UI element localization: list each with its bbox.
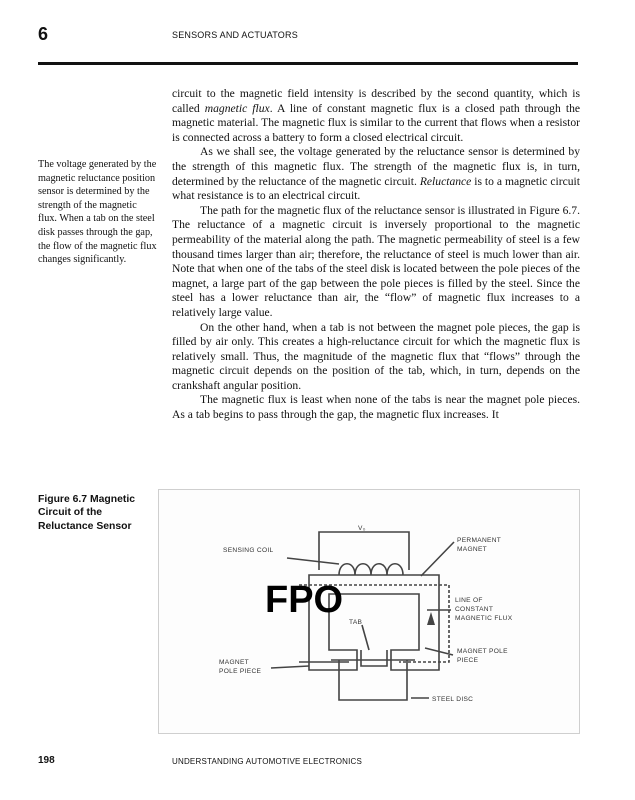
chapter-number: 6 [38, 24, 49, 44]
label-flux-line-1: LINE OF [455, 597, 483, 604]
p1-text-a: circuit to the magnetic field intensity is described by the second quantity, which is called [172, 87, 580, 115]
p2-text-b: is to a magnetic circuit what resistance is to an electrical circuit. [172, 174, 580, 203]
header-rule [38, 62, 578, 65]
paragraph-4: On the other hand, when a tab is not between the magnet pole pieces, the gap is filled by air only. This creates a high-reluctance circuit for which the magnetic flux is relatively small. Thus, the magnitude of the magnetic flux that “flows” through the magnetic circuit depends on the position of the tab, which, in turn, depends on the crankshaft angular position. [172, 320, 580, 392]
label-permanent-magnet-2: MAGNET [457, 546, 488, 553]
sidebar-note: The voltage generated by the magnetic reluctance position sensor is determined by the strength of the magnetic flux. When a tab on the steel disk passes through the gap, the flow of the magnetic flux changes significantly. [38, 159, 157, 266]
label-voltage: V₀ [358, 525, 366, 532]
label-pole-left-2: POLE PIECE [219, 668, 262, 675]
page-number: 198 [38, 755, 55, 766]
reluctance-sensor-diagram [159, 490, 579, 733]
leader-sensing-coil [287, 558, 339, 564]
label-steel-disc: STEEL DISC [432, 696, 474, 703]
flux-direction-arrow-icon [427, 612, 435, 625]
p1-term: magnetic flux [204, 101, 270, 115]
paragraph-2 [172, 145, 580, 203]
paragraph-3: The path for the magnetic flux of the reluctance sensor is illustrated in Figure 6.7. The reluctance of a magnetic circuit is inversely proportional to the magnetic permeability of the material along the path. The magnetic permeability of steel is a few thousand times larger than air; therefore, the reluctance of steel is much lower than air. Note that when one of the tabs of the steel disk is located between the pole pieces of the magnet, a large part of the gap between the pole pieces is filled by the steel. Since the steel has a lower reluctance than air, the “flow” of magnetic flux increases to a relatively large value. [172, 203, 580, 319]
label-pole-right-1: MAGNET POLE [457, 648, 508, 655]
sensing-coil-turns [339, 564, 403, 575]
running-footer: UNDERSTANDING AUTOMOTIVE ELECTRONICS [172, 757, 363, 766]
label-sensing-coil: SENSING COIL [223, 547, 274, 554]
label-permanent-magnet-1: PERMANENT [457, 537, 502, 544]
running-header: SENSORS AND ACTUATORS [172, 30, 298, 40]
p2-term: Reluctance [419, 174, 472, 188]
steel-disc-tab [361, 650, 387, 666]
p1-text-b: . A line of constant magnetic flux is a closed path through the magnetic material. The magnetic flux is similar to the current that flows when a resistor is connected across a battery to form a closed electrical circuit. [172, 101, 581, 144]
figure-diagram [158, 489, 580, 734]
label-pole-left-1: MAGNET [219, 659, 250, 666]
leader-pole-left [271, 666, 309, 668]
p2-text-a: As we shall see, the voltage generated by the reluctance sensor is determined by the strength of this magnetic flux. The strength of the magnetic flux is, in turn, determined by the reluctance of the magnetic circuit. [172, 145, 580, 188]
label-flux-line-2: CONSTANT [455, 606, 494, 613]
paragraph-5: The magnetic flux is least when none of the tabs is near the magnet pole pieces. As a tab begins to pass through the gap, the magnetic flux increases. It [172, 393, 580, 422]
leader-tab [362, 625, 369, 650]
label-flux-line-3: MAGNETIC FLUX [455, 615, 513, 622]
fpo-placeholder: FPO [265, 579, 344, 621]
label-tab: TAB [349, 619, 363, 626]
body-text [172, 87, 580, 423]
figure-caption: Figure 6.7 Magnetic Circuit of the Reluctance Sensor [38, 494, 136, 532]
leader-permanent-magnet [421, 542, 454, 576]
label-pole-right-2: PIECE [457, 657, 479, 664]
paragraph-1 [172, 87, 580, 145]
